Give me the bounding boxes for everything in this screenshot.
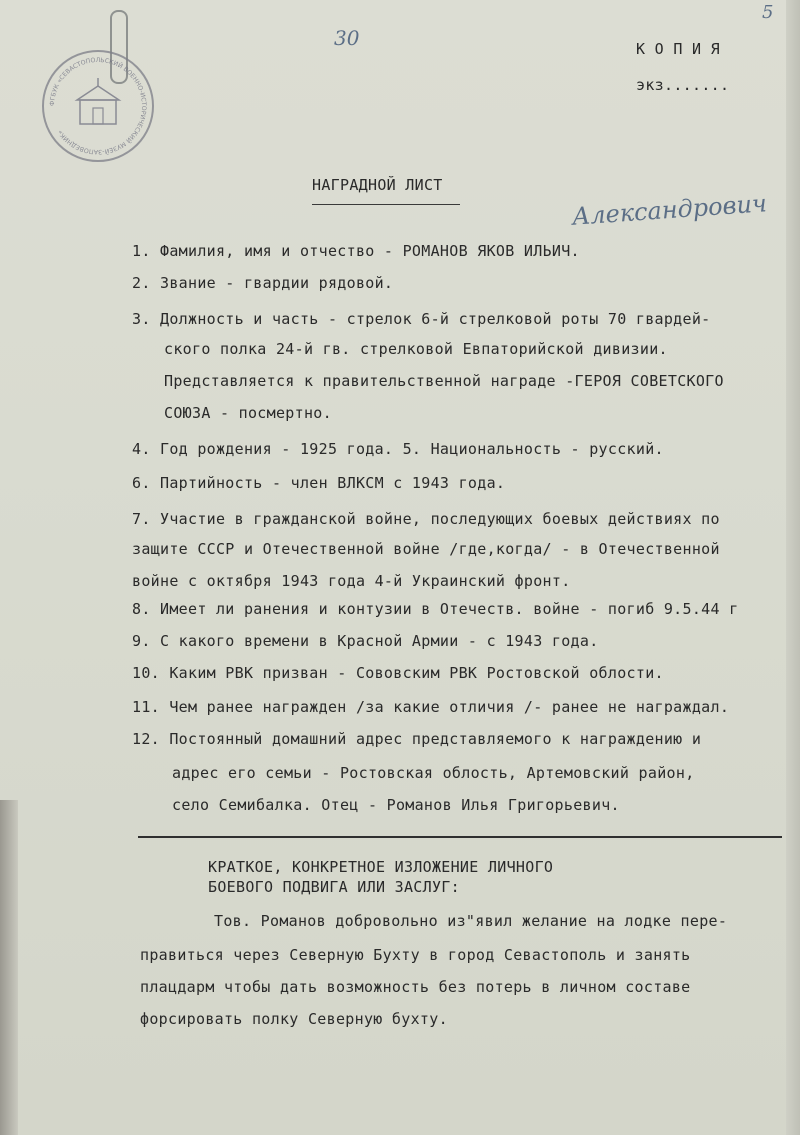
item-line: 2. Звание - гвардии рядовой. [132, 274, 394, 292]
item-line: 11. Чем ранее награжден /за какие отличия /- ранее не награждал. [132, 698, 730, 716]
item-line: 9. С какого времени в Красной Армии - с 1943 года. [132, 632, 599, 650]
title-underline [312, 204, 460, 205]
item-line: 12. Постоянный домашний адрес представляемого к награждению и [132, 730, 702, 748]
page-number-handwritten: 30 [334, 26, 360, 50]
item-line: Представляется к правительственной награде -ГЕРОЯ СОВЕТСКОГО [164, 372, 724, 390]
stamp-text: ФГБУК «СЕВАСТОПОЛЬСКИЙ ВОЕННО-ИСТОРИЧЕСКИЙ МУЗЕЙ-ЗАПОВЕДНИК» [48, 56, 148, 156]
corner-number-handwritten: 5 [762, 2, 774, 23]
summary-heading: КРАТКОЕ, КОНКРЕТНОЕ ИЗЛОЖЕНИЕ ЛИЧНОГО [208, 858, 554, 876]
item-line: ского полка 24-й гв. стрелковой Евпаторийской дивизии. [164, 340, 668, 358]
item-line: войне с октября 1943 года 4-й Украинский фронт. [132, 572, 571, 590]
item-line: защите СССР и Отечественной войне /где,когда/ - в Отечественной [132, 540, 720, 558]
item-line: 10. Каким РВК призван - Сововским РВК Ростовской облости. [132, 664, 664, 682]
document-title: НАГРАДНОЙ ЛИСТ [312, 176, 443, 194]
item-line: 3. Должность и часть - стрелок 6-й стрелковой роты 70 гвардей- [132, 310, 711, 328]
item-line: 7. Участие в гражданской войне, последующих боевых действиях по [132, 510, 720, 528]
summary-heading: БОЕВОГО ПОДВИГА ИЛИ ЗАСЛУГ: [208, 878, 460, 896]
item-line: 8. Имеет ли ранения и контузии в Отечеств. войне - погиб 9.5.44 г [132, 600, 739, 618]
copy-label: К О П И Я [636, 40, 720, 58]
copy-count: экз....... [636, 76, 730, 94]
item-line: село Семибалка. Отец - Романов Илья Григорьевич. [172, 796, 620, 814]
summary-line: плацдарм чтобы дать возможность без потерь в личном составе [140, 978, 691, 996]
item-line: 1. Фамилия, имя и отчество - РОМАНОВ ЯКОВ ИЛЬИЧ. [132, 242, 580, 260]
page-edge-right [786, 0, 800, 1135]
summary-line: правиться через Северную Бухту в город Севастополь и занять [140, 946, 691, 964]
summary-line: форсировать полку Северную бухту. [140, 1010, 448, 1028]
page-edge-left [0, 800, 18, 1135]
museum-building-icon [44, 52, 152, 160]
item-line: адрес его семьи - Ростовская облость, Артемовский район, [172, 764, 695, 782]
patronymic-correction-handwritten: Александрович [571, 189, 768, 231]
museum-stamp [42, 50, 154, 162]
section-divider [138, 836, 782, 838]
item-line: 4. Год рождения - 1925 года. 5. Национальность - русский. [132, 440, 664, 458]
item-line: 6. Партийность - член ВЛКСМ с 1943 года. [132, 474, 506, 492]
summary-line: Тов. Романов добровольно из"явил желание на лодке пере- [214, 912, 728, 930]
item-line: СОЮЗА - посмертно. [164, 404, 332, 422]
